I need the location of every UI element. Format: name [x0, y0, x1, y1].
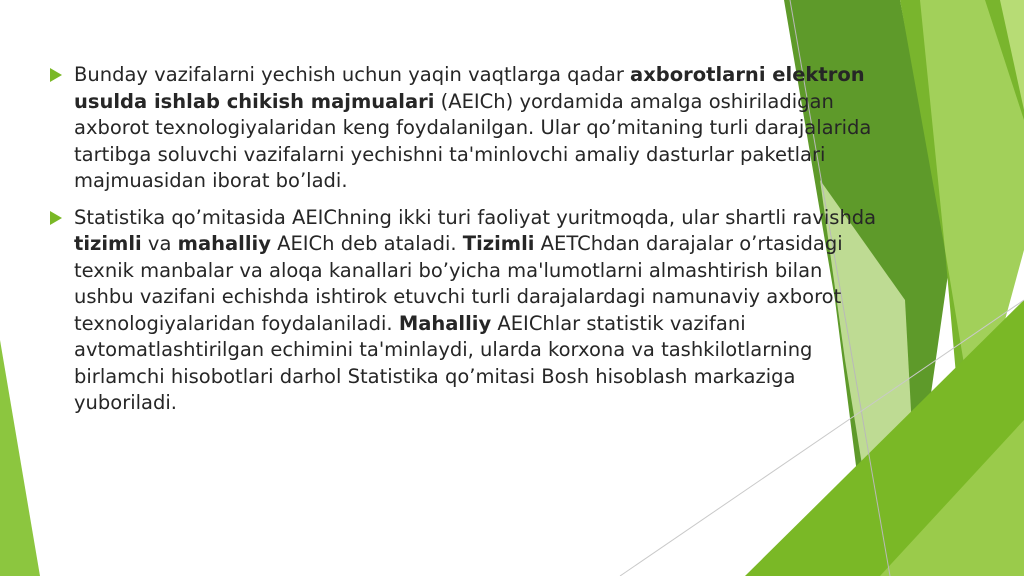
text-run: Statistika qo’mitasida AEIChning ikki turi faoliyat yuritmoqda, ular shartli ravishda: [74, 205, 877, 229]
text-run: AEICh deb ataladi.: [270, 232, 463, 255]
text-run: (AEICh) yordamida amalga oshiriladigan axborot texnologiyalaridan keng foydalanilgan. Ular qo’mitaning turli darajalarida tartibga soluvchi vazifalarni yechishni ta'minlovchi amaliy dasturlar paketlari majmuasidan iborat bo’ladi.: [74, 89, 872, 192]
bullet-text: [74, 206, 876, 415]
bullet-text: [74, 63, 871, 192]
text-run: AEIChlar statistik vazifani avtomatlashtirilgan echimini ta'minlaydi, ularda korxona va tashkilotlarning birlamchi hisobotlari darhol Statistika qo’mitasi Bosh hisoblash markaziga yuboriladi.: [74, 311, 813, 414]
bold-text-run: Mahalliy: [398, 311, 492, 335]
text-run: Bunday vazifalarni yechish uchun yaqin vaqtlarga qadar: [74, 63, 631, 86]
bold-text-run: Tizimli: [462, 232, 535, 255]
text-run: va: [141, 232, 178, 255]
bold-text-run: mahalliy: [177, 232, 271, 255]
triangle-bullet-icon: [50, 211, 62, 225]
bullet-item: [48, 62, 888, 195]
bold-text-run: axborotlarni elektron usulda ishlab chikish majmualari: [74, 63, 865, 113]
left-edge-facet: [0, 340, 40, 576]
bold-text-run: tizimli: [74, 232, 142, 255]
text-run: AETChdan darajalar o’rtasidagi texnik manbalar va aloqa kanallari bo’yicha ma'lumotlarni almashtirish bilan ushbu vazifani echishda ishtirok etuvchi turli darajalardagi namunaviy axborot texnologiyalaridan foydalaniladi.: [74, 232, 843, 335]
triangle-bullet-icon: [50, 68, 62, 82]
bullet-item: [48, 205, 888, 417]
slide-content: [48, 62, 888, 427]
